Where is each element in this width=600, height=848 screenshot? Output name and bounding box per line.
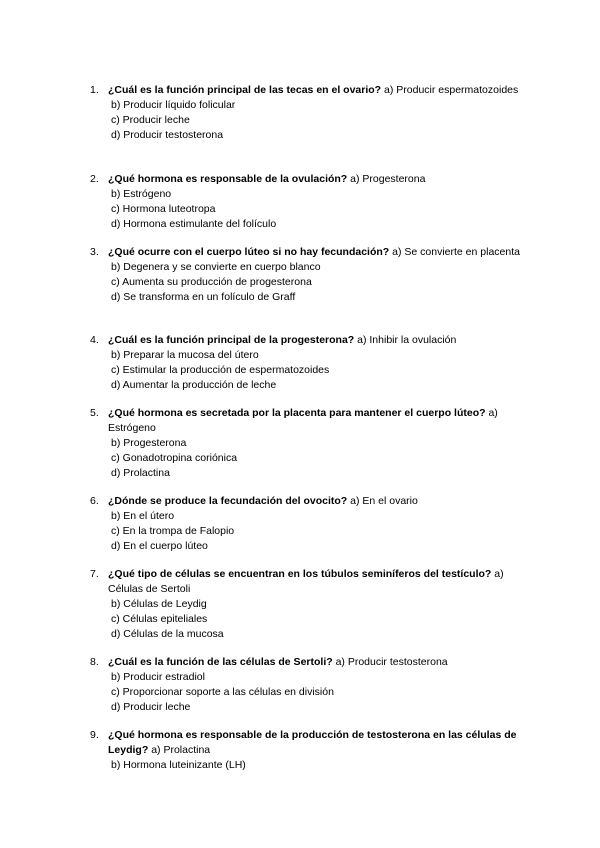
- option-a: a) En el ovario: [350, 495, 418, 507]
- option-b: b) Producir estradiol: [111, 671, 205, 683]
- option-c: c) Producir leche: [111, 114, 190, 126]
- option-b: b) Preparar la mucosa del útero: [111, 349, 259, 361]
- option-b: b) Degenera y se convierte en cuerpo blanco: [111, 261, 321, 273]
- question-number: 4.: [90, 334, 99, 346]
- option-b: b) Progesterona: [111, 437, 187, 449]
- question-prompt: ¿Qué hormona es responsable de la producción de testosterona en las células de Leydig?: [108, 729, 517, 756]
- question-prompt: ¿Qué hormona es secretada por la placenta para mantener el cuerpo lúteo?: [108, 407, 486, 419]
- question-9: [90, 728, 530, 773]
- question-text: [108, 83, 530, 98]
- option-a: a) Estrógeno: [108, 407, 498, 434]
- question-number: 6.: [90, 495, 99, 507]
- option-d: d) Aumentar la producción de leche: [111, 379, 277, 391]
- option-a: a) Producir testosterona: [335, 656, 448, 668]
- option-c: c) Células epiteliales: [111, 613, 208, 625]
- question-text: [108, 172, 530, 187]
- question-text: [108, 245, 530, 260]
- option-d: d) Hormona estimulante del folículo: [111, 218, 277, 230]
- question-number: 3.: [90, 246, 99, 258]
- option-d: d) En el cuerpo lúteo: [111, 540, 208, 552]
- option-b: b) En el útero: [111, 510, 175, 522]
- question-prompt: ¿Qué tipo de células se encuentran en los túbulos seminíferos del testículo?: [108, 568, 492, 580]
- option-d: d) Células de la mucosa: [111, 628, 224, 640]
- option-c: c) Gonadotropina coriónica: [111, 452, 238, 464]
- question-text: [108, 406, 530, 436]
- option-a: a) Progesterona: [350, 173, 426, 185]
- option-c: c) En la trompa de Falopio: [111, 525, 235, 537]
- question-prompt: ¿Cuál es la función principal de las tecas en el ovario?: [108, 84, 382, 96]
- question-prompt: ¿Dónde se produce la fecundación del ovocito?: [108, 495, 348, 507]
- option-b: b) Células de Leydig: [111, 598, 207, 610]
- option-b: b) Estrógeno: [111, 188, 172, 200]
- option-c: c) Hormona luteotropa: [111, 203, 216, 215]
- question-text: [108, 655, 530, 670]
- option-a: a) Células de Sertoli: [108, 568, 504, 595]
- option-b: b) Hormona luteinizante (LH): [111, 759, 246, 771]
- option-c: c) Proporcionar soporte a las células en división: [111, 686, 334, 698]
- option-d: d) Producir testosterona: [111, 129, 224, 141]
- question-text: [108, 567, 530, 597]
- question-4: [90, 333, 530, 393]
- option-a: a) Prolactina: [151, 744, 211, 756]
- option-a: a) Inhibir la ovulación: [357, 334, 457, 346]
- question-text: [108, 728, 530, 758]
- option-d: d) Se transforma en un folículo de Graff: [111, 291, 296, 303]
- option-c: c) Aumenta su producción de progesterona: [111, 276, 312, 288]
- question-prompt: ¿Qué ocurre con el cuerpo lúteo si no hay fecundación?: [108, 246, 390, 258]
- option-d: d) Producir leche: [111, 701, 191, 713]
- question-1: [90, 83, 530, 143]
- question-3: [90, 245, 530, 305]
- question-prompt: ¿Cuál es la función principal de la progesterona?: [108, 334, 355, 346]
- question-text: [108, 333, 530, 348]
- option-a: a) Se convierte en placenta: [392, 246, 520, 258]
- question-8: [90, 655, 530, 715]
- question-2: [90, 172, 530, 232]
- option-b: b) Producir líquido folicular: [111, 99, 236, 111]
- question-number: 8.: [90, 656, 99, 668]
- question-prompt: ¿Cuál es la función de las células de Sertoli?: [108, 656, 333, 668]
- question-number: 7.: [90, 568, 99, 580]
- question-6: [90, 494, 530, 554]
- question-7: [90, 567, 530, 642]
- question-number: 2.: [90, 173, 99, 185]
- question-text: [108, 494, 530, 509]
- question-number: 5.: [90, 407, 99, 419]
- question-number: 9.: [90, 729, 99, 741]
- question-number: 1.: [90, 84, 99, 96]
- option-d: d) Prolactina: [111, 467, 170, 479]
- option-c: c) Estimular la producción de espermatozoides: [111, 364, 330, 376]
- option-a: a) Producir espermatozoides: [384, 84, 519, 96]
- question-prompt: ¿Qué hormona es responsable de la ovulación?: [108, 173, 348, 185]
- question-5: [90, 406, 530, 481]
